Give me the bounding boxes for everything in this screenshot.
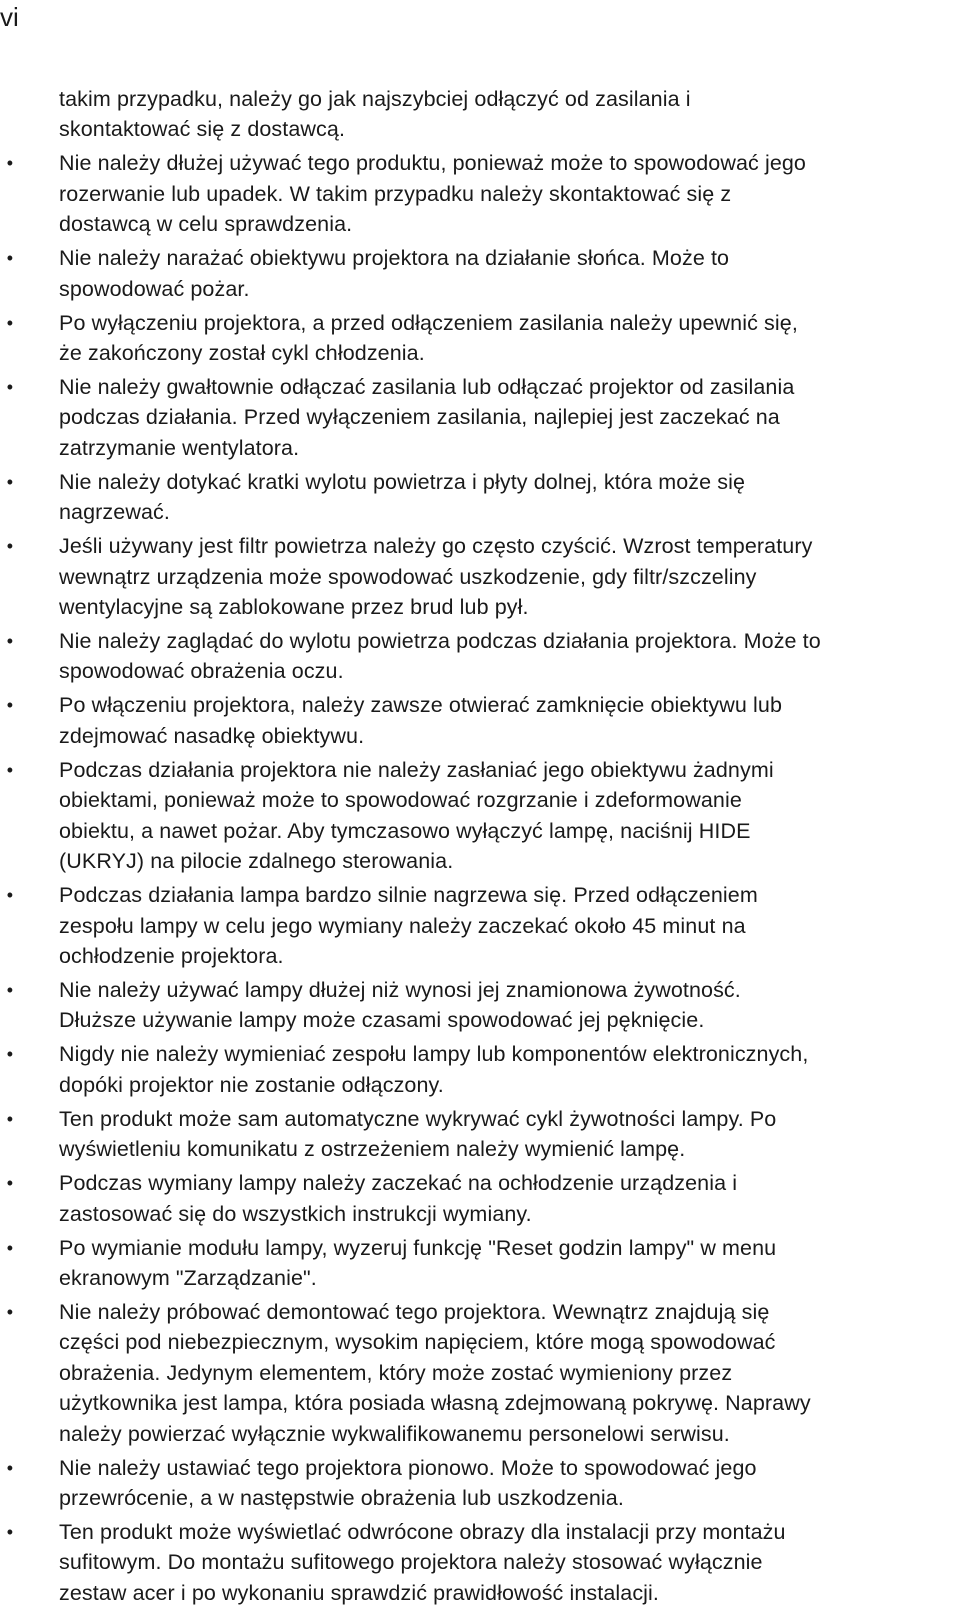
paragraph-text: Podczas działania lampa bardzo silnie nagrzewa się. Przed odłączeniem zespołu lampy w celu jego wymiany należy zaczekać około 45 minut na ochłodzenie projektora. bbox=[59, 883, 758, 968]
paragraph-text: Nie należy próbować demontować tego projektora. Wewnątrz znajdują się części pod niebezpiecznym, wysokim napięciem, które mogą spowodować obrażenia. Jedynym elementem, który może zostać wymieniony przez użytkownika jest lampa, która posiada własną zdejmowaną pokrywę. Naprawy należy powierzać wyłącznie wykwalifikowanemu personelowi serwisu. bbox=[59, 1299, 811, 1446]
bullet-list-item bbox=[0, 626, 960, 687]
paragraph-text: Po wymianie modułu lampy, wyzeruj funkcję "Reset godzin lampy" w menu ekranowym "Zarządzanie". bbox=[59, 1235, 777, 1290]
bullet-list-item bbox=[0, 880, 960, 971]
bullet-icon: • bbox=[6, 1521, 14, 1542]
bullet-icon: • bbox=[6, 1173, 14, 1194]
bullet-list-item bbox=[0, 148, 960, 239]
bullet-icon: • bbox=[6, 759, 14, 780]
bullet-icon: • bbox=[6, 1044, 14, 1065]
bullet-icon: • bbox=[6, 312, 14, 333]
paragraph-text: Jeśli używany jest filtr powietrza należy go często czyścić. Wzrost temperatury wewnątrz urządzenia może spowodować uszkodzenie, gdy filtr/szczeliny wentylacyjne są zablokowane przez brud lub pył. bbox=[59, 534, 813, 620]
bullet-list-item bbox=[0, 308, 960, 369]
paragraph-text: Ten produkt może sam automatyczne wykrywać cykl żywotności lampy. Po wyświetleniu komunikatu z ostrzeżeniem należy wymienić lampę. bbox=[59, 1106, 777, 1162]
bullet-list-item bbox=[0, 531, 960, 622]
bullet-icon: • bbox=[6, 1457, 14, 1478]
bullet-list-item bbox=[0, 1168, 960, 1229]
bullet-list-item bbox=[0, 975, 960, 1036]
paragraph-text: Podczas wymiany lampy należy zaczekać na ochłodzenie urządzenia i zastosować się do wszystkich instrukcji wymiany. bbox=[59, 1171, 738, 1226]
bullet-icon: • bbox=[6, 153, 14, 174]
bullet-icon: • bbox=[6, 1301, 14, 1322]
bullet-list-item bbox=[0, 755, 960, 877]
bullet-icon: • bbox=[6, 377, 14, 398]
bullet-icon: • bbox=[6, 471, 14, 492]
bullet-icon: • bbox=[6, 885, 14, 906]
bullet-icon: • bbox=[6, 979, 14, 1000]
paragraph-text: Ten produkt może wyświetlać odwrócone obrazy dla instalacji przy montażu sufitowym. Do montażu sufitowego projektora należy stosować wyłącznie zestaw acer i po wykonaniu sprawdzić prawidłowość instalacji. bbox=[59, 1519, 786, 1605]
paragraph-text: Nie należy używać lampy dłużej niż wynosi jej znamionowa żywotność. Dłuższe używanie lampy może czasami spowodować jej pęknięcie. bbox=[59, 977, 741, 1033]
continuation-paragraph bbox=[0, 84, 960, 145]
bullet-list-item bbox=[0, 243, 960, 304]
paragraph-text: Po włączeniu projektora, należy zawsze otwierać zamknięcie obiektywu lub zdejmować nasadkę obiektywu. bbox=[59, 693, 783, 748]
paragraph-text: Nie należy ustawiać tego projektora pionowo. Może to spowodować jego przewrócenie, a w następstwie obrażenia lub uszkodzenia. bbox=[59, 1455, 757, 1510]
paragraph-text: Nie należy dotykać kratki wylotu powietrza i płyty dolnej, która może się nagrzewać. bbox=[59, 469, 746, 525]
bullet-icon: • bbox=[6, 1108, 14, 1129]
bullet-icon: • bbox=[6, 631, 14, 652]
bullet-icon: • bbox=[6, 695, 14, 716]
paragraph-text: Nie należy zaglądać do wylotu powietrza podczas działania projektora. Może to spowodować obrażenia oczu. bbox=[59, 629, 821, 684]
safety-instructions-list bbox=[0, 84, 960, 1612]
paragraph-text: Nigdy nie należy wymieniać zespołu lampy lub komponentów elektronicznych, dopóki projektor nie zostanie odłączony. bbox=[59, 1042, 809, 1097]
bullet-list-item bbox=[0, 1453, 960, 1514]
bullet-list-item bbox=[0, 372, 960, 463]
bullet-icon: • bbox=[6, 248, 14, 269]
bullet-list-item bbox=[0, 1297, 960, 1449]
paragraph-text: Nie należy narażać obiektywu projektora na działanie słońca. Może to spowodować pożar. bbox=[59, 246, 730, 301]
bullet-list-item bbox=[0, 467, 960, 528]
bullet-list-item bbox=[0, 1517, 960, 1608]
paragraph-text: takim przypadku, należy go jak najszybciej odłączyć od zasilania i skontaktować się z dostawcą. bbox=[59, 87, 691, 142]
bullet-list-item bbox=[0, 1039, 960, 1100]
paragraph-text: Podczas działania projektora nie należy zasłaniać jego obiektywu żadnymi obiektami, ponieważ może to spowodować rozgrzanie i zdeformowanie obiektu, a nawet pożar. Aby tymczasowo wyłączyć lampę, naciśnij HIDE (UKRYJ) na pilocie zdalnego sterowania. bbox=[59, 757, 774, 874]
bullet-list-item bbox=[0, 1233, 960, 1294]
page-number: vi bbox=[0, 2, 19, 32]
bullet-icon: • bbox=[6, 1237, 14, 1258]
bullet-icon: • bbox=[6, 536, 14, 557]
paragraph-text: Nie należy dłużej używać tego produktu, ponieważ może to spowodować jego rozerwanie lub upadek. W takim przypadku należy skontaktować się z dostawcą w celu sprawdzenia. bbox=[59, 151, 806, 237]
paragraph-text: Po wyłączeniu projektora, a przed odłączeniem zasilania należy upewnić się, że zakończony został cykl chłodzenia. bbox=[59, 310, 798, 366]
paragraph-text: Nie należy gwałtownie odłączać zasilania lub odłączać projektor od zasilania podczas działania. Przed wyłączeniem zasilania, najlepiej jest zaczekać na zatrzymanie wentylatora. bbox=[59, 375, 795, 460]
bullet-list-item bbox=[0, 690, 960, 751]
bullet-list-item bbox=[0, 1104, 960, 1165]
